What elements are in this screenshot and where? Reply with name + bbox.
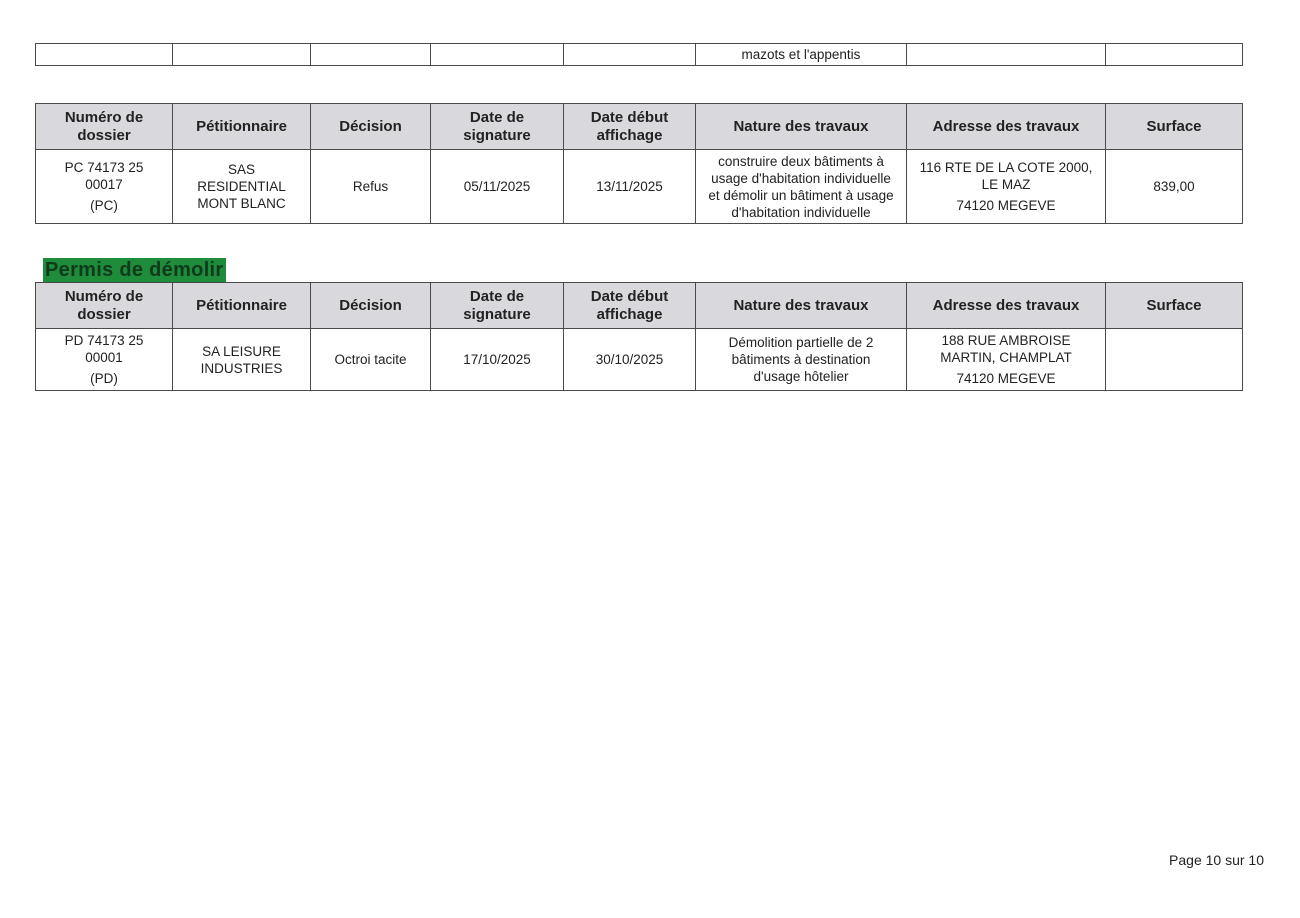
header-petitionnaire: Pétitionnaire (173, 104, 311, 150)
header-date-affichage (564, 283, 696, 329)
numero-type: (PD) (90, 371, 118, 386)
header-adresse: Adresse des travaux (907, 104, 1106, 150)
nature-line: d'habitation individuelle (731, 204, 871, 220)
cell-nature: mazots et l'appentis (696, 44, 907, 66)
header-surface: Surface (1106, 283, 1243, 329)
header-numero-line: dossier (77, 126, 131, 144)
adresse-line: 116 RTE DE LA COTE 2000, (919, 160, 1093, 175)
header-numero-line: dossier (77, 305, 131, 323)
cell-petitionnaire (173, 329, 311, 391)
nature-line: usage d'habitation individuelle (711, 170, 891, 186)
header-nature: Nature des travaux (696, 104, 907, 150)
header-numero (36, 104, 173, 150)
cell-petitionnaire (173, 150, 311, 224)
nature-line: et démolir un bâtiment à usage (708, 187, 894, 203)
adresse-city: 74120 MEGEVE (956, 371, 1056, 386)
header-decision: Décision (311, 283, 431, 329)
header-date-signature-line: signature (463, 305, 531, 323)
header-date-signature-line: Date de (469, 287, 525, 305)
adresse-city: 74120 MEGEVE (956, 198, 1056, 213)
cell-numero (36, 150, 173, 224)
petitionnaire-line: SA LEISURE (202, 343, 281, 359)
nature-line: Démolition partielle de 2 (728, 335, 874, 350)
nature-line: construire deux bâtiments à (718, 153, 884, 169)
petitionnaire-line: RESIDENTIAL (197, 179, 286, 194)
numero-line: 00001 (85, 350, 123, 365)
cell-date-affichage (564, 44, 696, 66)
cell-date-signature (431, 44, 564, 66)
header-date-affichage-line: affichage (596, 305, 663, 323)
permits-table-pc (35, 103, 1243, 224)
table-header-row (36, 104, 1243, 150)
cell-nature (696, 150, 907, 224)
cell-surface: 839,00 (1106, 150, 1243, 224)
section-title-permis-de-demolir: Permis de démolir (45, 259, 224, 281)
header-date-affichage (564, 104, 696, 150)
cell-decision: Octroi tacite (311, 329, 431, 391)
table-row (36, 329, 1243, 391)
header-petitionnaire: Pétitionnaire (173, 283, 311, 329)
cell-numero (36, 44, 173, 66)
header-numero-line: Numéro de (64, 287, 144, 305)
header-nature: Nature des travaux (696, 283, 907, 329)
cell-surface (1106, 44, 1243, 66)
numero-line: PD 74173 25 (64, 333, 144, 348)
nature-line: d'usage hôtelier (753, 369, 849, 384)
cell-surface (1106, 329, 1243, 391)
cell-adresse (907, 44, 1106, 66)
nature-line: bâtiments à destination (731, 352, 871, 367)
cell-date-signature: 17/10/2025 (431, 329, 564, 391)
cell-date-signature: 05/11/2025 (431, 150, 564, 224)
header-date-signature (431, 283, 564, 329)
header-adresse: Adresse des travaux (907, 283, 1106, 329)
header-date-signature-line: signature (463, 126, 531, 144)
cell-decision (311, 44, 431, 66)
table-row (36, 150, 1243, 224)
adresse-line: MARTIN, CHAMPLAT (940, 350, 1072, 365)
adresse-line: LE MAZ (981, 177, 1031, 192)
adresse-line: 188 RUE AMBROISE (941, 333, 1071, 348)
numero-line: 00017 (85, 177, 123, 192)
numero-type: (PC) (90, 198, 118, 213)
table-row (36, 44, 1243, 66)
cell-adresse (907, 150, 1106, 224)
header-numero (36, 283, 173, 329)
cell-date-affichage: 30/10/2025 (564, 329, 696, 391)
header-date-affichage-line: affichage (596, 126, 663, 144)
petitionnaire-line: INDUSTRIES (200, 360, 283, 376)
header-date-signature-line: Date de (469, 108, 525, 126)
cell-numero (36, 329, 173, 391)
petitionnaire-line: MONT BLANC (197, 196, 286, 211)
header-numero-line: Numéro de (64, 108, 144, 126)
continuation-table (35, 43, 1243, 66)
permits-table-pd (35, 282, 1243, 391)
header-surface: Surface (1106, 104, 1243, 150)
cell-adresse (907, 329, 1106, 391)
table-header-row (36, 283, 1243, 329)
header-date-affichage-line: Date début (590, 108, 669, 126)
cell-date-affichage: 13/11/2025 (564, 150, 696, 224)
page-number: Page 10 sur 10 (1169, 852, 1264, 868)
numero-line: PC 74173 25 (64, 160, 144, 175)
cell-nature (696, 329, 907, 391)
header-date-signature (431, 104, 564, 150)
header-date-affichage-line: Date début (590, 287, 669, 305)
cell-decision: Refus (311, 150, 431, 224)
cell-petitionnaire (173, 44, 311, 66)
header-decision: Décision (311, 104, 431, 150)
petitionnaire-line: SAS (227, 162, 255, 177)
